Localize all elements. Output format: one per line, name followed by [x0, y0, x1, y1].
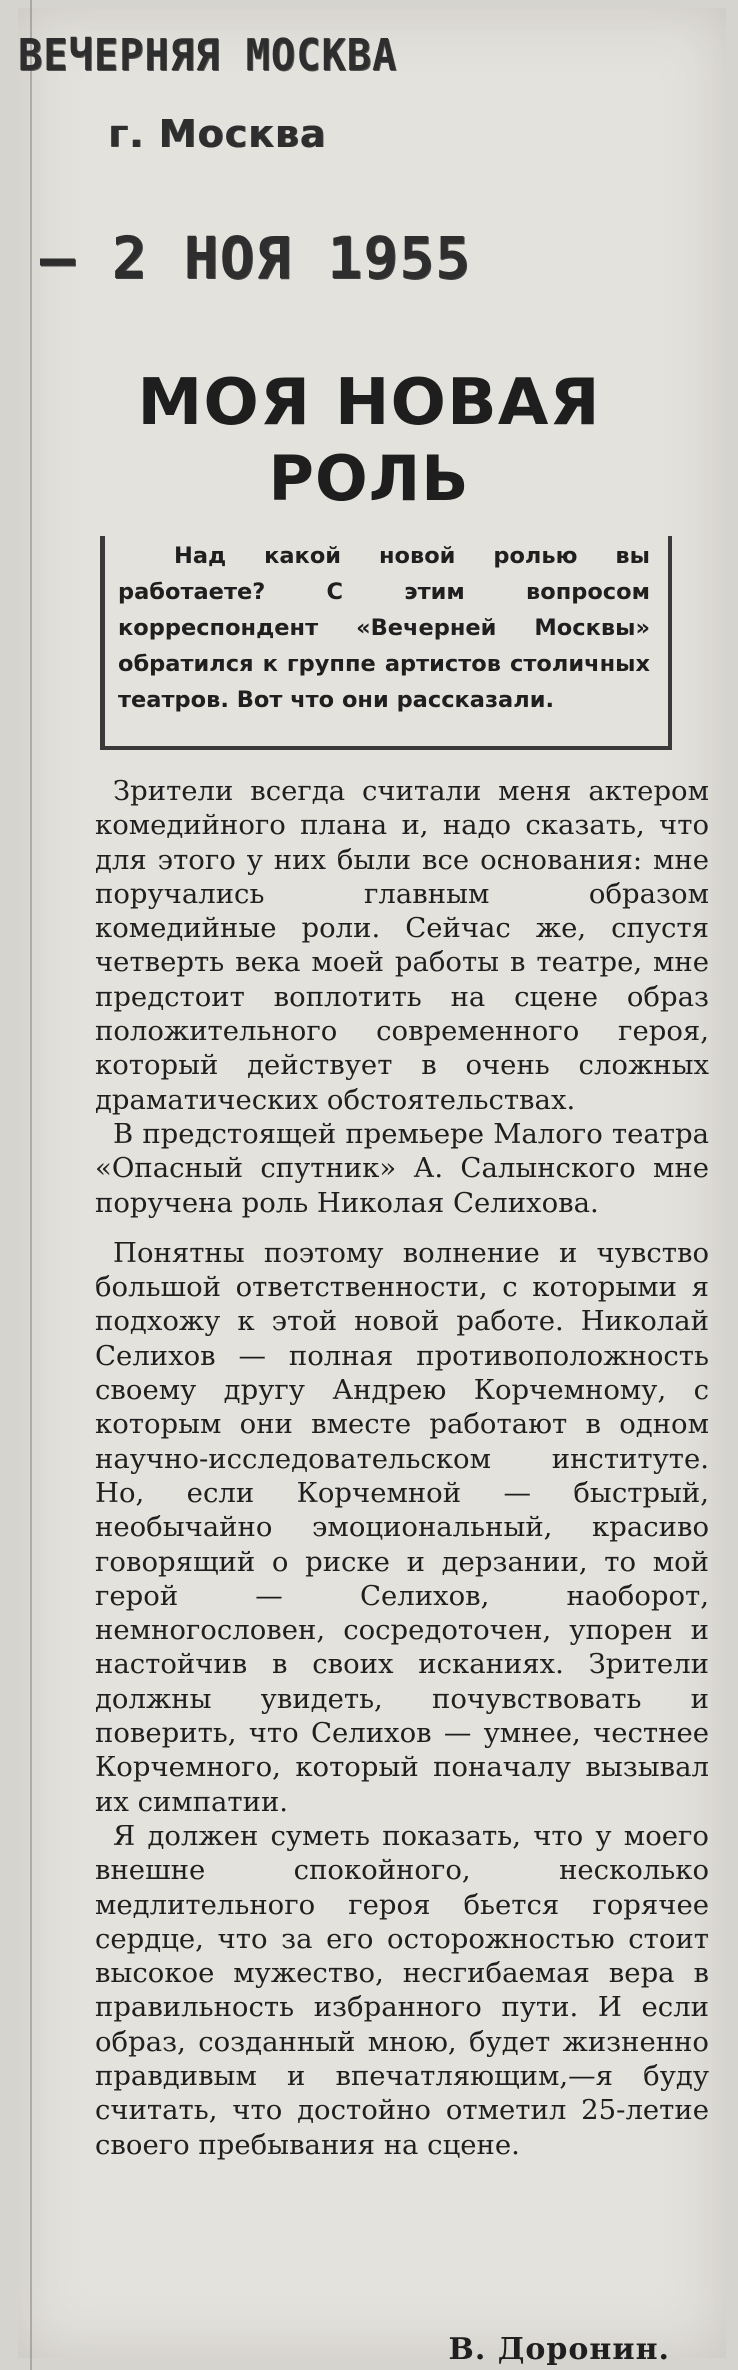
headline-line-1: МОЯ НОВАЯ: [137, 366, 601, 440]
headline-line-2: РОЛЬ: [268, 442, 470, 515]
clipping-edge-line: [30, 0, 32, 2370]
article-paragraph-2: В предстоящей премьере Малого театра «Опасный спутник» А. Салынского мне поручена роль Николая Селихова.: [95, 1117, 709, 1219]
city-stamp: г. Москва: [108, 112, 327, 156]
article-paragraph-1: Зрители всегда считали меня актером комедийного плана и, надо сказать, что для этого у них были все основания: мне поручались главным образом комедийные роли. Сейчас же, спустя четверть века моей работы в театре, мне предстоит воплотить на сцене образ положительного современного героя, который действует в очень сложных драматических обстоятельствах.: [95, 775, 709, 1116]
date-stamp: — 2 НОЯ 1955: [40, 224, 472, 292]
newspaper-name-stamp: ВЕЧЕРНЯЯ МОСКВА: [18, 30, 398, 81]
article-body: [95, 774, 709, 2162]
article-paragraph-4: Я должен суметь показать, что у моего внешне спокойного, несколько медлительного героя бьется горячее сердце, что за его осторожностью стоит высокое мужество, несгибаемая вера в правильность избранного пути. И если образ, созданный мною, будет жизненно правдивым и впечатляющим,—я буду считать, что достойно отметил 25-летие своего пребывания на сцене.: [95, 1819, 709, 2161]
article-paragraph-3: Понятны поэтому волнение и чувство большой ответственности, с которыми я подхожу к этой новой работе. Николай Селихов — полная противоположность своему другу Андрею Корчемному, с которым они вместе работают в одном научно-исследовательском институте. Но, если Корчемной — быстрый, необычайно эмоциональный, красиво говорящий о риске и дерзании, то мой герой — Селихов, наоборот, немногословен, сосредоточен, упорен и настойчив в своих исканиях. Зрители должны увидеть, почувствовать и поверить, что Селихов — умнее, честнее Корчемного, который поначалу вызывал их симпатии.: [95, 1236, 709, 1818]
lead-paragraph: Над какой новой ролью вы работаете? С этим вопросом корреспондент «Вечерней Москвы» обратился к группе артистов столичных театров. Вот что они рассказали.: [118, 543, 650, 713]
author-signature: В. Доронин.: [448, 2332, 670, 2367]
